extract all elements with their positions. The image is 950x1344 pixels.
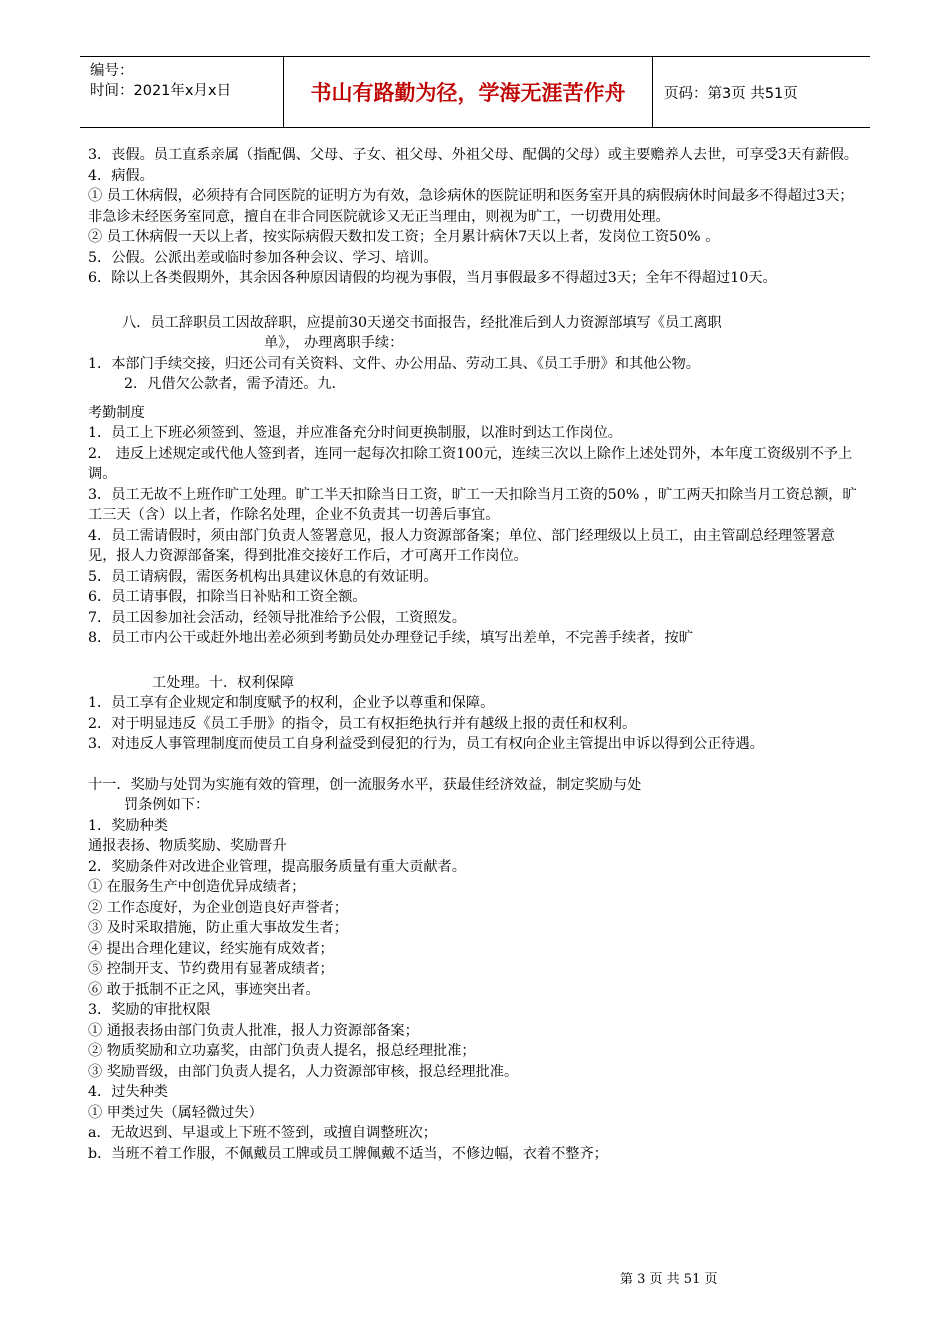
- list-item: b．当班不着工作服，不佩戴员工牌或员工牌佩戴不适当，不修边幅，衣着不整齐；: [88, 1145, 608, 1162]
- list-item: ⑤ 控制开支、节约费用有显著成绩者；: [88, 961, 334, 977]
- paragraph: ① 员工休病假，必须持有合同医院的证明方为有效，急诊病休的医院证明和医务室开具的病假病休时间最多不得超过3天；非急诊未经医务室同意，擅自在非合同医院就诊又无正当理由，则视为旷工，一切费用处理。: [88, 188, 854, 225]
- paragraph: 6．员工请事假，扣除当日补贴和工资全额。: [88, 589, 367, 605]
- header-motto: 书山有路勤为径，学海无涯苦作舟: [283, 57, 653, 127]
- paragraph: 7．员工因参加社会活动，经领导批准给予公假，工资照发。: [88, 609, 466, 626]
- paragraph: ② 员工休病假一天以上者，按实际病假天数扣发工资；全月累计病休7天以上者，发岗位工资50% 。: [88, 229, 720, 245]
- list-item: ④ 提出合理化建议，经实施有成效者；: [88, 940, 334, 957]
- list-item: ③ 奖励晋级，由部门负责人提名，人力资源部审核，报总经理批准。: [88, 1063, 519, 1080]
- paragraph: 4．员工需请假时，须由部门负责人签署意见，报人力资源部备案；单位、部门经理级以上员工，由主管副总经理签署意见，报人力资源部备案，得到批准交接好工作后，才可离开工作岗位。: [88, 527, 835, 564]
- list-item: ① 甲类过失（属轻微过失）: [88, 1104, 263, 1121]
- paragraph: 1．本部门手续交接，归还公司有关资料、文件、办公用品、劳动工具、《员工手册》和其他公物。: [88, 355, 700, 372]
- header-page-info: 页码：第3页 共51页: [664, 85, 798, 102]
- paragraph: 2．奖励条件对改进企业管理，提高服务质量有重大贡献者。: [88, 858, 466, 875]
- paragraph: 4．过失种类: [88, 1084, 168, 1100]
- list-item: ② 物质奖励和立功嘉奖，由部门负责人提名，报总经理批准；: [88, 1043, 476, 1059]
- list-item: ① 在服务生产中创造优异成绩者；: [88, 879, 306, 895]
- section-heading: 十一．奖励与处罚为实施有效的管理，创一流服务水平，获最佳经济效益，制定奖励与处: [88, 776, 642, 793]
- paragraph: 2．凡借欠公款者，需予清还。九．: [124, 376, 346, 392]
- paragraph: 单》， 办理离职手续：: [264, 335, 404, 351]
- paragraph: 1．员工享有企业规定和制度赋予的权利，企业予以尊重和保障。: [88, 695, 495, 711]
- paragraph: 罚条例如下：: [124, 797, 210, 813]
- paragraph: 2．对于明显违反《员工手册》的指令，员工有权拒绝执行并有越级上报的责任和权利。: [88, 715, 637, 732]
- time-label: 时间：2021年x月x日: [90, 83, 232, 99]
- paragraph: 通报表扬、物质奖励、奖励晋升: [88, 838, 287, 854]
- list-item: ① 通报表扬由部门负责人批准，报人力资源部备案；: [88, 1022, 419, 1039]
- paragraph: 6．除以上各类假期外，其余因各种原因请假的均视为事假，当月事假最多不得超过3天；全年不得超过10天。: [88, 270, 777, 286]
- paragraph: 3．员工无故不上班作旷工处理。旷工半天扣除当日工资，旷工一天扣除当月工资的50% ，旷工两天扣除当月工资总额，旷工三天（含）以上者，作除名处理，企业不负责其一切善后事宜。: [88, 486, 857, 523]
- list-item: ③ 及时采取措施，防止重大事故发生者；: [88, 920, 348, 936]
- page-header: [80, 56, 870, 128]
- header-meta: [90, 61, 280, 101]
- paragraph: 2． 违反上述规定或代他人签到者，连同一起每次扣除工资100元，连续三次以上除作上述处罚外，本年度工资级别不予上调。: [88, 445, 853, 482]
- paragraph: 5．员工请病假，需医务机构出具建议休息的有效证明。: [88, 568, 438, 585]
- section-heading: 八．员工辞职员工因故辞职，应提前30天递交书面报告，经批准后到人力资源部填写《员工离职: [122, 314, 722, 331]
- section-heading: 考勤制度: [88, 404, 145, 421]
- paragraph: 4．病假。: [88, 167, 154, 184]
- number-label: 编号：: [90, 63, 134, 79]
- list-item: ⑥ 敢于抵制不正之风，事迹突出者。: [88, 981, 320, 998]
- paragraph: 3．丧假。员工直系亲属（指配偶、父母、子女、祖父母、外祖父母、配偶的父母）或主要赡养人去世，可享受3天有薪假。: [88, 147, 858, 163]
- paragraph: 1．员工上下班必须签到、签退，并应准备充分时间更换制服，以准时到达工作岗位。: [88, 425, 622, 441]
- paragraph: 5．公假。公派出差或临时参加各种会议、学习、培训。: [88, 249, 438, 266]
- paragraph: 1．奖励种类: [88, 817, 168, 834]
- section-heading: 工处理。十．权利保障: [152, 674, 294, 691]
- paragraph: 3．奖励的审批权限: [88, 1002, 211, 1018]
- paragraph: 8．员工市内公干或赶外地出差必须到考勤员处办理登记手续，填写出差单，不完善手续者，按旷: [88, 630, 693, 646]
- document-body: [88, 145, 860, 1164]
- page-footer: 第 3 页 共 51 页: [620, 1272, 718, 1287]
- paragraph: 3．对违反人事管理制度而使员工自身利益受到侵犯的行为，员工有权向企业主管提出申诉以得到公正待遇。: [88, 736, 764, 752]
- list-item: ② 工作态度好，为企业创造良好声誉者；: [88, 899, 348, 916]
- list-item: a．无故迟到、早退或上下班不签到，或擅自调整班次；: [88, 1125, 437, 1141]
